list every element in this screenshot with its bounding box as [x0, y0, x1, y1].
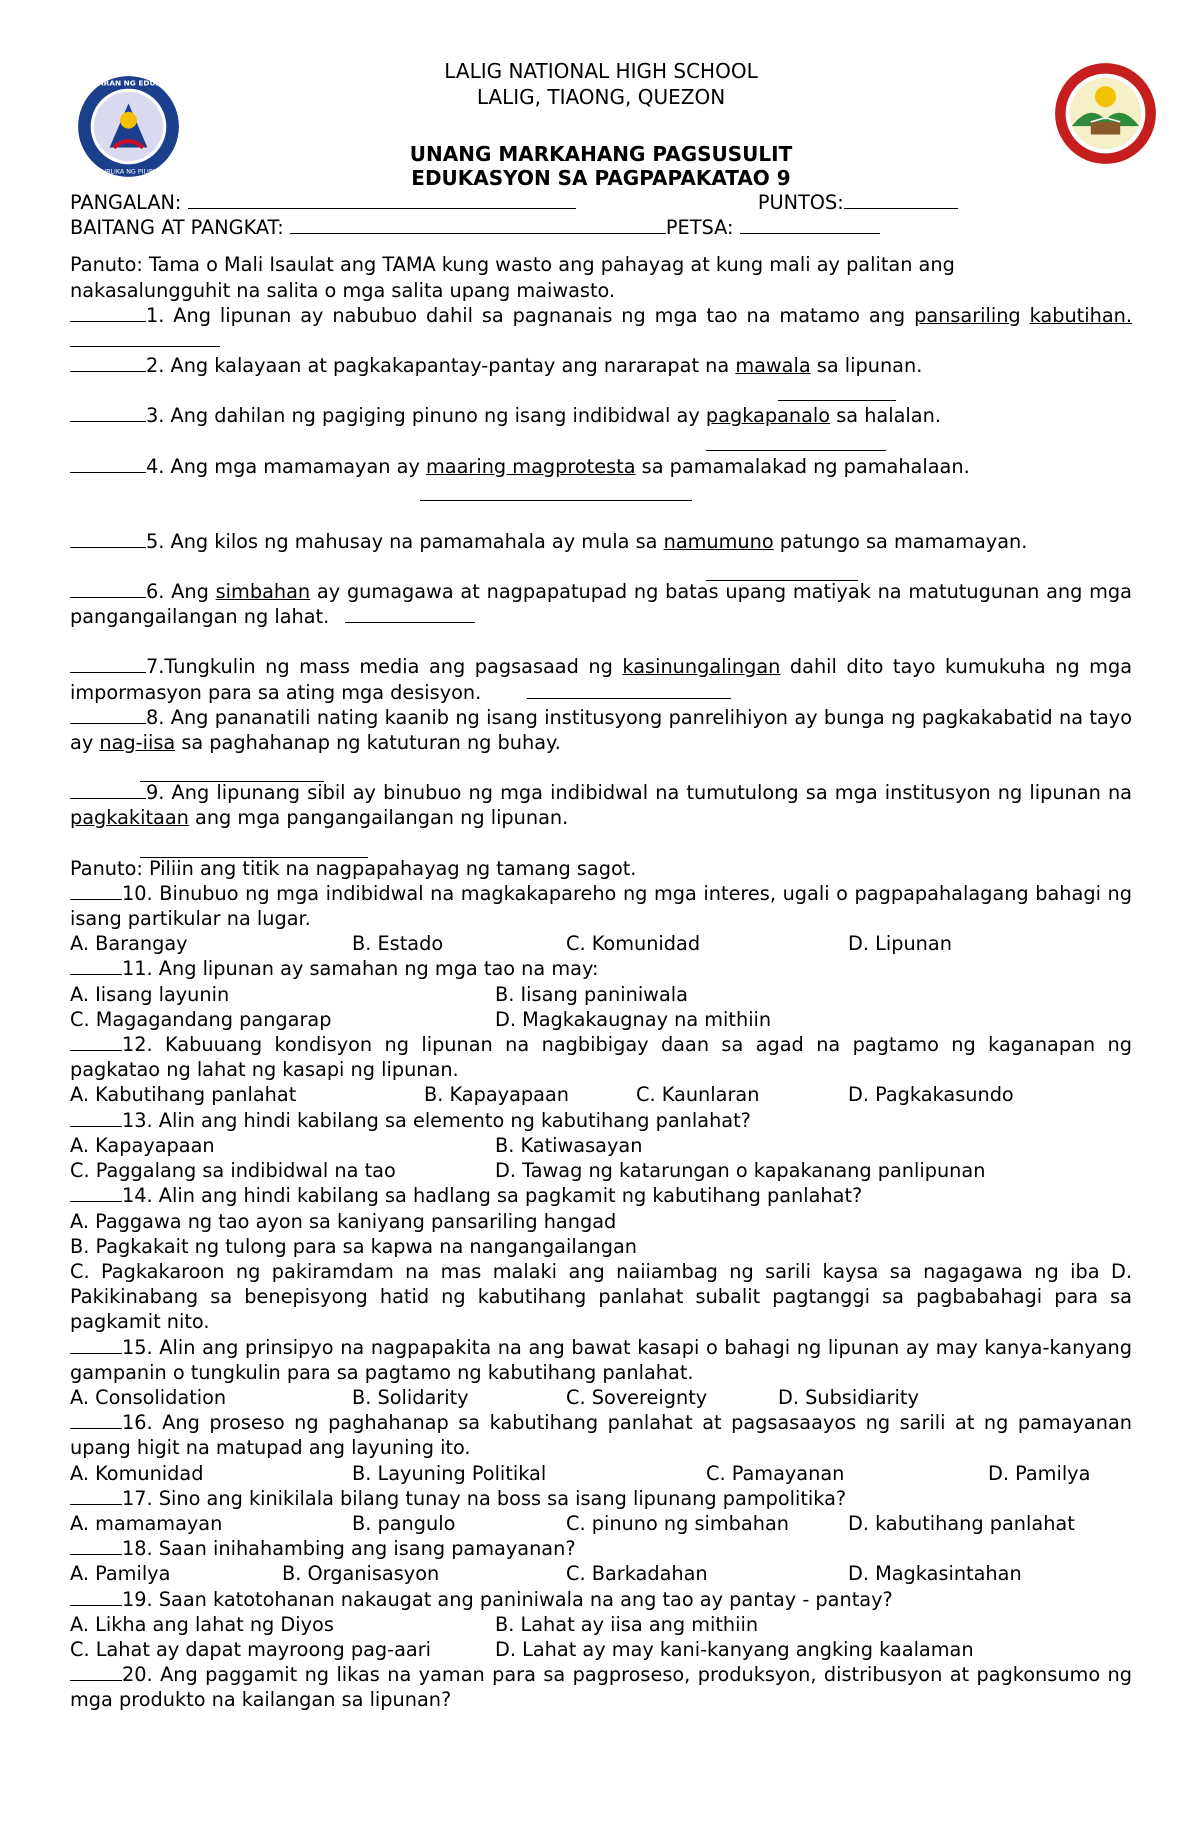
options-13a: A. Kapayapaan B. Katiwasayan [70, 1133, 643, 1157]
options-18: A. Pamilya B. Organisasyon C. Barkadahan D. Magkasintahan [70, 1562, 1022, 1586]
name-row [70, 190, 1132, 215]
question-4: 4. Ang mga mamamayan ay maaring magprotesta sa pamamalakad ng pamahalaan. [70, 454, 1132, 479]
exam-subject: EDUKASYON SA PAGPAPAKATAO 9 [411, 166, 791, 190]
answer-blank-17[interactable] [70, 1486, 122, 1505]
score-label: PUNTOS: [757, 191, 844, 214]
question-2: 2. Ang kalayaan at pagkakapantay-pantay ang nararapat na mawala sa lipunan. [70, 353, 1132, 378]
correction-blank-7[interactable] [527, 680, 731, 699]
correction-blank-8[interactable] [140, 763, 324, 782]
correction-blank-4[interactable] [420, 482, 692, 501]
correction-blank-3[interactable] [706, 432, 886, 451]
options-19b: C. Lahat ay dapat mayroong pag-aari D. Lahat ay may kani-kanyang angking kaalaman [70, 1637, 974, 1661]
date-label: PETSA: [665, 216, 734, 240]
options-13b: C. Paggalang sa indibidwal na tao D. Tawag ng katarungan o kapakanang panlipunan [70, 1159, 986, 1183]
svg-text:REPUBLIKA NG PILIPINAS: REPUBLIKA NG PILIPINAS [89, 168, 168, 176]
option-14b[interactable]: B. Pagkakait ng tulong para sa kapwa na nangangailangan [70, 1234, 638, 1258]
section-field[interactable] [290, 215, 666, 234]
score-field[interactable] [844, 190, 958, 209]
question-11: 11. Ang lipunan ay samahan ng mga tao na may: [70, 956, 1132, 981]
part2-instruction: Panuto: Piliin ang titik na nagpapahayag ng tamang sagot. [70, 856, 637, 880]
answer-blank-15[interactable] [70, 1335, 122, 1354]
options-12: A. Kabutihang panlahat B. Kapayapaan C. Kaunlaran D. Pagkakasundo [70, 1083, 1014, 1107]
correction-blank-6[interactable] [345, 604, 475, 623]
question-15: 15. Alin ang prinsipyo na nagpapakita na ang bawat kasapi o bahagi ng lipunan ay may kanya-kanyang gampanin o tungkulin para sa pagtamo ng kabutihang panlahat. [70, 1335, 1132, 1384]
answer-blank-18[interactable] [70, 1536, 122, 1555]
question-6: 6. Ang simbahan ay gumagawa at nagpapatupad ng batas upang matiyak na matutugunan ang mga pangangailangan ng lahat. [70, 580, 1132, 629]
question-1: 1. Ang lipunan ay nabubuo dahil sa pagnanais ng mga tao na matamo ang pansariling kabutihan. [70, 303, 1132, 353]
options-11b: C. Magagandang pangarap D. Magkakaugnay na mithiin [70, 1007, 772, 1031]
options-10: A. Barangay B. Estado C. Komunidad D. Lipunan [70, 932, 952, 956]
correction-blank-1[interactable] [70, 328, 220, 347]
answer-blank-12[interactable] [70, 1032, 122, 1051]
question-7: 7.Tungkulin ng mass media ang pagsasaad ng kasinungalingan dahil dito tayo kumukuha ng mga impormasyon para sa ating mga desisyon. [70, 655, 1133, 704]
svg-text:KAGAWARAN NG EDUKASYON: KAGAWARAN NG EDUKASYON [67, 78, 190, 88]
answer-blank-1[interactable] [70, 303, 146, 322]
question-13: 13. Alin ang hindi kabilang sa elemento ng kabutihang panlahat? [70, 1108, 1132, 1133]
answer-blank-7[interactable] [70, 654, 146, 673]
answer-blank-10[interactable] [70, 881, 122, 900]
answer-blank-19[interactable] [70, 1587, 122, 1606]
question-17: 17. Sino ang kinikilala bilang tunay na boss sa isang lipunang pampolitika? [70, 1486, 1132, 1511]
options-11a: A. Iisang layunin B. Iisang paniniwala [70, 982, 688, 1006]
question-12: 12. Kabuuang kondisyon ng lipunan na nagbibigay daan sa agad na pagtamo ng kaganapan ng pagkatao ng lahat ng kasapi ng lipunan. [70, 1033, 1132, 1082]
answer-blank-11[interactable] [70, 956, 122, 975]
option-14cd[interactable]: C. Pagkakaroon ng pakiramdam na mas malaki ang naiiambag ng sarili kaysa sa nagagawa ng iba D. Pakikinabang sa benepisyong hatid ng kabutihang panlahat subalit pagtanggi sa pagbabahagi para sa pagkamit nito. [70, 1259, 1132, 1334]
question-5: 5. Ang kilos ng mahusay na pamamahala ay mula sa namumuno patungo sa mamamayan. [70, 529, 1132, 554]
options-16: A. Komunidad B. Layuning Politikal C. Pamayanan D. Pamilya [70, 1461, 1091, 1485]
options-17: A. mamamayan B. pangulo C. pinuno ng simbahan D. kabutihang panlahat [70, 1511, 1075, 1535]
answer-blank-13[interactable] [70, 1108, 122, 1127]
answer-blank-14[interactable] [70, 1183, 122, 1202]
part1-instruction: Panuto: Tama o Mali Isaulat ang TAMA kung wasto ang pahayag at kung mali ay palitan ang nakasalungguhit na salita o mga salita upang maiwasto. [70, 253, 955, 302]
question-9: 9. Ang lipunang sibil ay binubuo ng mga indibidwal na tumutulong sa mga institusyon ng lipunan na pagkakitaan ang mga pangangailangan ng lipunan. [70, 781, 1132, 830]
name-label: PANGALAN: [70, 191, 182, 214]
correction-blank-2[interactable] [778, 382, 896, 401]
question-3: 3. Ang dahilan ng pagiging pinuno ng isang indibidwal ay pagkapanalo sa halalan. [70, 403, 1132, 428]
question-10: 10. Binubuo ng mga indibidwal na magkakapareho ng mga interes, ugali o pagpapahalagang bahagi ng isang partikular na lugar. [70, 881, 1132, 931]
question-20: 20. Ang paggamit ng likas na yaman para sa pagproseso, produksyon, distribusyon at pagkonsumo ng mga produkto na kailangan sa lipunan? [70, 1663, 1132, 1712]
school-address: LALIG, TIAONG, QUEZON [476, 85, 726, 109]
answer-blank-8[interactable] [70, 705, 146, 724]
answer-blank-3[interactable] [70, 403, 146, 422]
option-14a[interactable]: A. Paggawa ng tao ayon sa kaniyang pansariling hangad [70, 1209, 617, 1233]
exam-sheet [67, 58, 1133, 1713]
question-16: 16. Ang proseso ng paghahanap sa kabutihang panlahat at pagsasaayos ng sarili at ng pamayanan upang higit na matupad ang layuning ito. [70, 1411, 1132, 1460]
answer-blank-4[interactable] [70, 454, 146, 473]
correction-blank-5[interactable] [706, 562, 858, 581]
answer-blank-16[interactable] [70, 1410, 122, 1429]
school-name: LALIG NATIONAL HIGH SCHOOL [444, 59, 758, 83]
question-19: 19. Saan katotohanan nakaugat ang paniniwala na ang tao ay pantay - pantay? [70, 1587, 1132, 1612]
options-15: A. Consolidation B. Solidarity C. Sovereignty D. Subsidiarity [70, 1385, 919, 1409]
correction-blank-9[interactable] [140, 839, 368, 858]
options-19a: A. Likha ang lahat ng Diyos B. Lahat ay iisa ang mithiin [70, 1612, 759, 1636]
question-14: 14. Alin ang hindi kabilang sa hadlang sa pagkamit ng kabutihang panlahat? [70, 1183, 1132, 1208]
section-row [70, 215, 1132, 240]
date-field[interactable] [740, 215, 880, 234]
question-8: 8. Ang pananatili nating kaanib ng isang institusyong panrelihiyon ay bunga ng pagkakabatid na tayo ay nag-iisa sa paghahanap ng katuturan ng buhay. [70, 705, 1132, 755]
answer-blank-6[interactable] [70, 579, 146, 598]
answer-blank-5[interactable] [70, 529, 146, 548]
exam-title: UNANG MARKAHANG PAGSUSULIT [409, 142, 793, 166]
answer-blank-20[interactable] [70, 1662, 122, 1681]
answer-blank-9[interactable] [70, 780, 146, 799]
name-field[interactable] [188, 190, 576, 209]
question-18: 18. Saan inihahambing ang isang pamayanan? [70, 1536, 1132, 1561]
section-label: BAITANG AT PANGKAT: [70, 216, 284, 240]
answer-blank-2[interactable] [70, 353, 146, 372]
